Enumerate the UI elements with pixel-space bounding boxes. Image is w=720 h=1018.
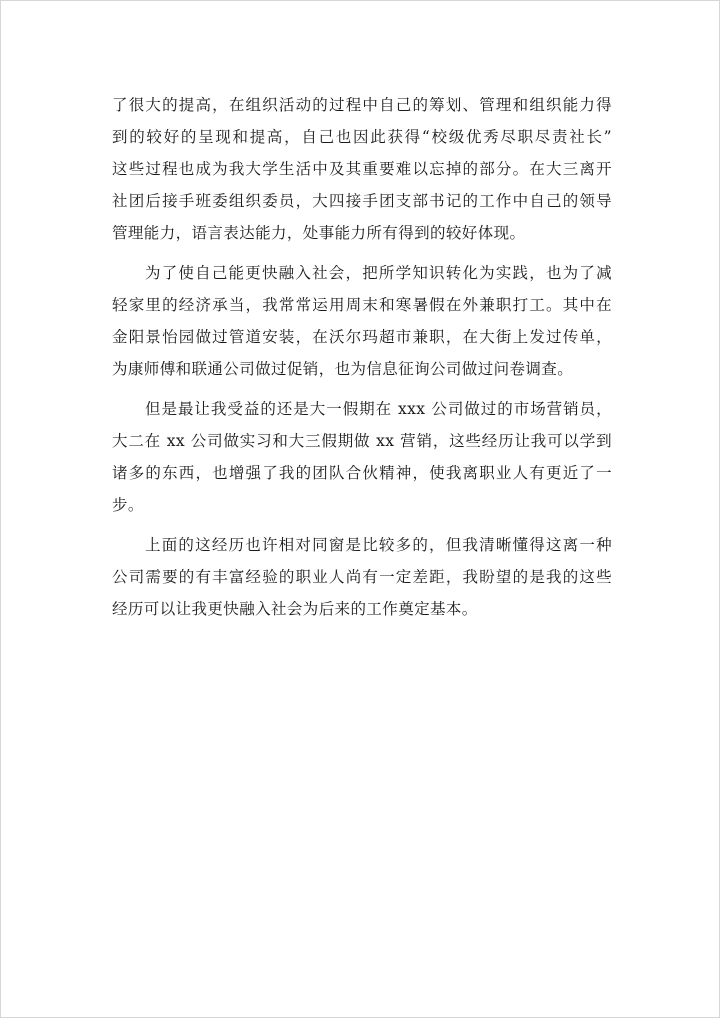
paragraph-1 [112, 89, 612, 249]
document-body [112, 89, 612, 633]
text-line: 为康师傅和联通公司做过促销，也为信息征询公司做过问卷调查。 [112, 360, 574, 378]
text-line: 大二在 xx 公司做实习和大三假期做 xx 营销，这些经历让我可以学到 [112, 432, 612, 450]
text-line: 经历可以让我更快融入社会为后来的工作奠定基本。 [112, 600, 478, 618]
text-line: 但是最让我受益的还是大一假期在 xxx 公司做过的市场营销员， [145, 400, 612, 418]
text-line: 为了使自己能更快融入社会，把所学知识转化为实践，也为了减 [145, 264, 612, 282]
text-line: 步。 [112, 496, 144, 514]
text-line: 这些过程也成为我大学生活中及其重要难以忘掉的部分。在大三离开 [112, 160, 612, 178]
text-line: 公司需要的有丰富经验的职业人尚有一定差距，我盼望的是我的这些 [112, 568, 612, 586]
text-line: 金阳景怡园做过管道安装，在沃尔玛超市兼职，在大街上发过传单， [112, 328, 612, 346]
text-line: 社团后接手班委组织委员，大四接手团支部书记的工作中自己的领导 [112, 192, 612, 210]
text-line: 到的较好的呈现和提高，自己也因此获得“校级优秀尽职尽责社长” [112, 128, 612, 146]
text-line: 上面的这经历也许相对同窗是比较多的，但我清晰懂得这离一种 [145, 536, 612, 554]
text-line: 管理能力，语言表达能力，处事能力所有得到的较好体现。 [112, 224, 526, 242]
text-line: 了很大的提高，在组织活动的过程中自己的筹划、管理和组织能力得 [112, 96, 612, 114]
text-line: 轻家里的经济承当，我常常运用周末和寒暑假在外兼职打工。其中在 [112, 296, 612, 314]
paragraph-4 [112, 529, 612, 625]
paragraph-2 [112, 257, 612, 385]
text-line: 诸多的东西，也增强了我的团队合伙精神，使我离职业人有更近了一 [112, 464, 612, 482]
paragraph-3 [112, 393, 612, 521]
